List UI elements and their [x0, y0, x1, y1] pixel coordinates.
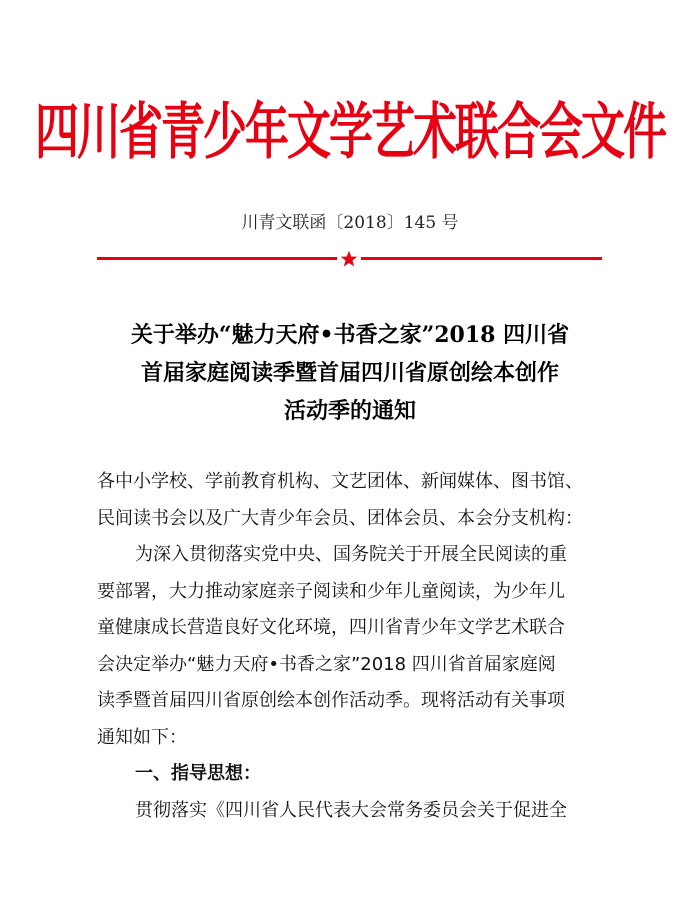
paragraph-line: 童健康成长营造良好文化环境，四川省青少年文学艺术联合: [97, 617, 565, 638]
document-body: [97, 464, 617, 829]
notice-title-line: 关于举办“魅力天府•书香之家”2018 四川省: [130, 322, 570, 348]
section-heading: 一、指导思想：: [135, 763, 261, 784]
paragraph-line: 会决定举办“魅力天府•书香之家”2018 四川省首届家庭阅: [97, 653, 556, 675]
addressee-line: 各中小学校、学前教育机构、文艺团体、新闻媒体、图书馆、: [97, 471, 583, 492]
org-header-title: 四川省青少年文学艺术联合会文件: [35, 97, 665, 168]
paragraph-line: 通知如下：: [97, 726, 187, 748]
divider-line-left: [97, 257, 337, 260]
document-number: 川青文联函〔2018〕145 号: [241, 213, 459, 233]
paragraph-line: 读季暨首届四川省原创绘本创作活动季。现将活动有关事项: [97, 690, 565, 711]
notice-title-line: 首届家庭阅读季暨首届四川省原创绘本创作: [140, 360, 559, 386]
addressee-line: 民间读书会以及广大青少年会员、团体会员、本会分支机构：: [97, 507, 583, 529]
notice-title: [70, 316, 630, 430]
section-text: 贯彻落实《四川省人民代表大会常务委员会关于促进全: [135, 799, 567, 821]
paragraph-line: 要部署，大力推动家庭亲子阅读和少年儿童阅读，为少年儿: [97, 580, 565, 602]
paragraph-line: 为深入贯彻落实党中央、国务院关于开展全民阅读的重: [135, 544, 567, 565]
divider-line-right: [361, 257, 602, 260]
red-divider: [97, 252, 602, 266]
notice-title-line: 活动季的通知: [283, 398, 416, 424]
star-icon: [340, 250, 358, 268]
